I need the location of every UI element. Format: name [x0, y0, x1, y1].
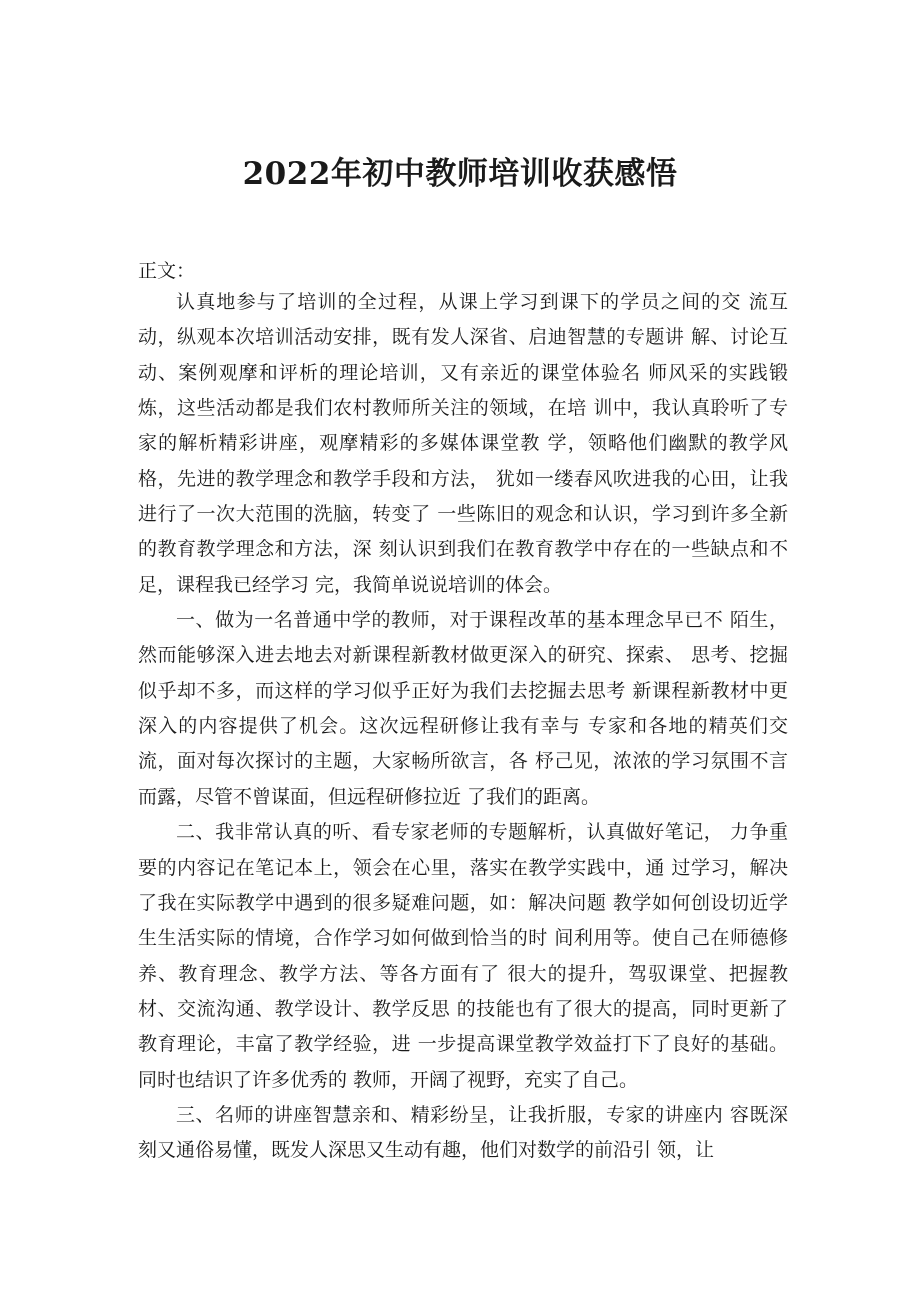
document-body: [138, 285, 788, 1169]
document-title: 2022年初中教师培训收获感悟: [242, 156, 678, 192]
paragraph-point-three: 三、名师的讲座智慧亲和、精彩纷呈，让我折服，专家的讲座内 容既深刻又通俗易懂，既发人深思又生动有趣，他们对数学的前沿引 领，让: [138, 1103, 788, 1162]
paragraph-point-two: 二、我非常认真的听、看专家老师的专题解析，认真做好笔记， 力争重要的内容记在笔记本上，领会在心里，落实在教学实践中，通 过学习，解决了我在实际教学中遇到的很多疑难问题，如：解决问题 教学如何创设切近学生生活实际的情境，合作学习如何做到恰当的时 间利用等。使自己在师德修养、教育理念、教学方法、等各方面有了 很大的提升，驾驭课堂、把握教材、交流沟通、教学设计、教学反思 的技能也有了很大的提高，同时更新了教育理论，丰富了教学经验，进 一步提高课堂教学效益打下了良好的基础。同时也结识了许多优秀的 教师，开阔了视野，充实了自己。: [138, 821, 788, 1091]
body-label: 正文：: [138, 260, 196, 282]
paragraph-intro: 认真地参与了培训的全过程，从课上学习到课下的学员之间的交 流互动，纵观本次培训活动安排，既有发人深省、启迪智慧的专题讲 解、讨论互动、案例观摩和评析的理论培训，又有亲近的课堂体验名 师风采的实践锻炼，这些活动都是我们农村教师所关注的领域，在培 训中，我认真聆听了专家的解析精彩讲座，观摩精彩的多媒体课堂教 学，领略他们幽默的教学风格，先进的教学理念和教学手段和方法， 犹如一缕春风吹进我的心田，让我进行了一次大范围的洗脑，转变了 一些陈旧的观念和认识，学习到许多全新的教育教学理念和方法，深 刻认识到我们在教育教学中存在的一些缺点和不足，课程我已经学习 完，我简单说说培训的体会。: [138, 291, 788, 596]
paragraph-point-one: 一、做为一名普通中学的教师，对于课程改革的基本理念早已不 陌生，然而能够深入进去地去对新课程新教材做更深入的研究、探索、 思考、挖掘似乎却不多，而这样的学习似乎正好为我们去挖掘去思考 新课程新教材中更深入的内容提供了机会。这次远程研修让我有幸与 专家和各地的精英们交流，面对每次探讨的主题，大家畅所欲言，各 杼己见，浓浓的学习氛围不言而露，尽管不曾谋面，但远程研修拉近 了我们的距离。: [138, 609, 788, 808]
